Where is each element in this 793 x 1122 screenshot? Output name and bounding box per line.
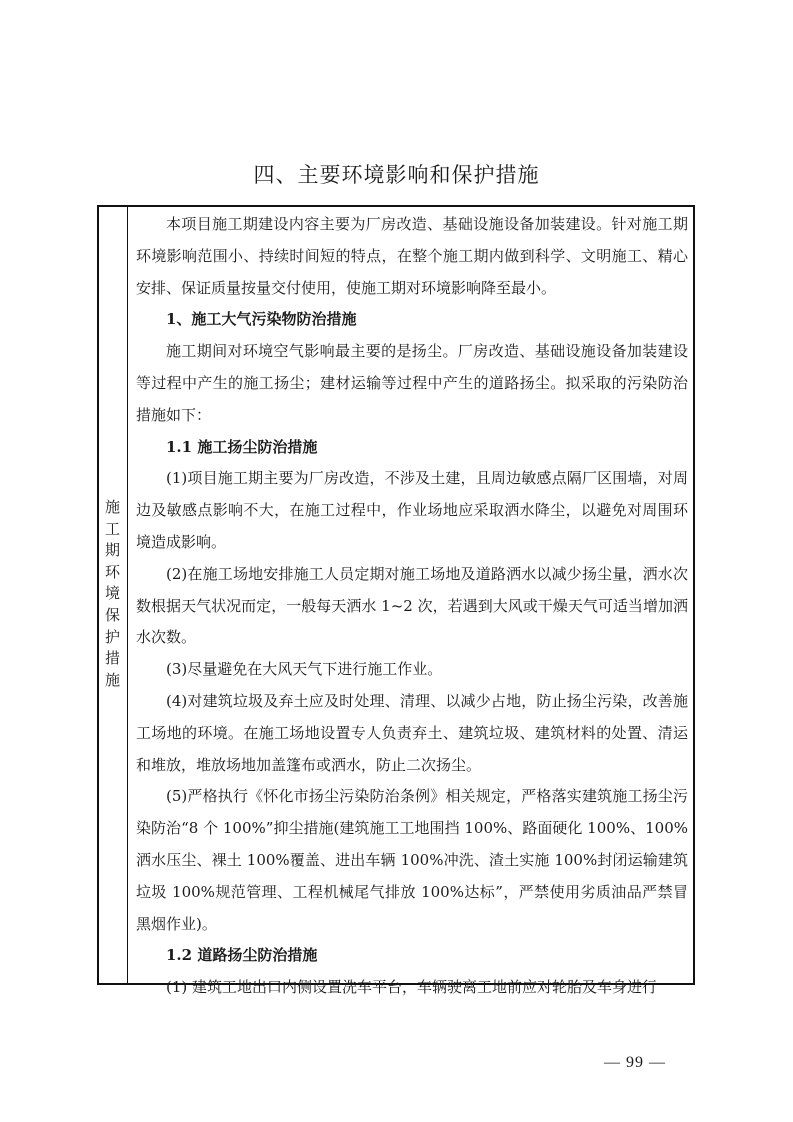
section-heading: 1.1 施工扬尘防治措施 bbox=[166, 437, 318, 456]
side-label-cell bbox=[99, 207, 128, 983]
paragraph: (4)对建筑垃圾及弃土应及时处理、清理、以减少占地，防止扬尘污染，改善施工场地的环境。在施工场地设置专人负责弃土、建筑垃圾、建筑材料的处置、清运和堆放，堆放场地加盖篷布或洒水，防止二次扬尘。 bbox=[136, 691, 688, 774]
paragraph: (2)在施工场地安排施工人员定期对施工场地及道路洒水以减少扬尘量，洒水次数根据天气状况而定，一般每天洒水 1~2 次，若遇到大风或干燥天气可适当增加洒水次数。 bbox=[136, 564, 688, 647]
paragraph: (1) 建筑工地出口内侧设置洗车平台，车辆驶离工地前应对轮胎及车身进行 bbox=[166, 978, 658, 997]
paragraph: (5)严格执行《怀化市扬尘污染防治条例》相关规定，严格落实建筑施工扬尘污染防治“8 个 100%”抑尘措施(建筑施工工地围挡 100%、路面硬化 100%、100%洒水压尘、裸土 100%覆盖、进出车辆 100%冲洗、渣土实施 100%封闭运输建筑垃圾 100%规范管理、工程机械尾气排放 100%达标”，严禁使用劣质油品严禁冒黑烟作业)。 bbox=[136, 787, 688, 933]
content-table bbox=[97, 205, 695, 997]
paragraph: 本项目施工期建设内容主要为厂房改造、基础设施设备加装建设。针对施工期环境影响范围小、持续时间短的特点，在整个施工期内做到科学、文明施工、精心安排、保证质量按量交付使用，使施工期对环境影响降至最小。 bbox=[136, 215, 688, 297]
paragraph: (3)尽量避免在大风天气下进行施工作业。 bbox=[166, 660, 443, 679]
section-title: 四、主要环境影响和保护措施 bbox=[253, 163, 540, 187]
section-heading: 1、施工大气污染物防治措施 bbox=[166, 310, 357, 329]
section-heading: 1.2 道路扬尘防治措施 bbox=[166, 946, 318, 965]
paragraph: (1)项目施工期主要为厂房改造，不涉及土建，且周边敏感点隔厂区围墙，对周边及敏感点影响不大，在施工过程中，作业场地应采取洒水降尘，以避免对周围环境造成影响。 bbox=[136, 469, 688, 551]
content-cell bbox=[136, 209, 688, 1004]
paragraph: 施工期间对环境空气影响最主要的是扬尘。厂房改造、基础设施设备加装建设等过程中产生的施工扬尘；建材运输等过程中产生的道路扬尘。拟采取的污染防治措施如下： bbox=[136, 342, 688, 424]
side-label: 施工期环境保护措施 bbox=[104, 498, 120, 689]
page-number: — 99 — bbox=[604, 1054, 666, 1071]
